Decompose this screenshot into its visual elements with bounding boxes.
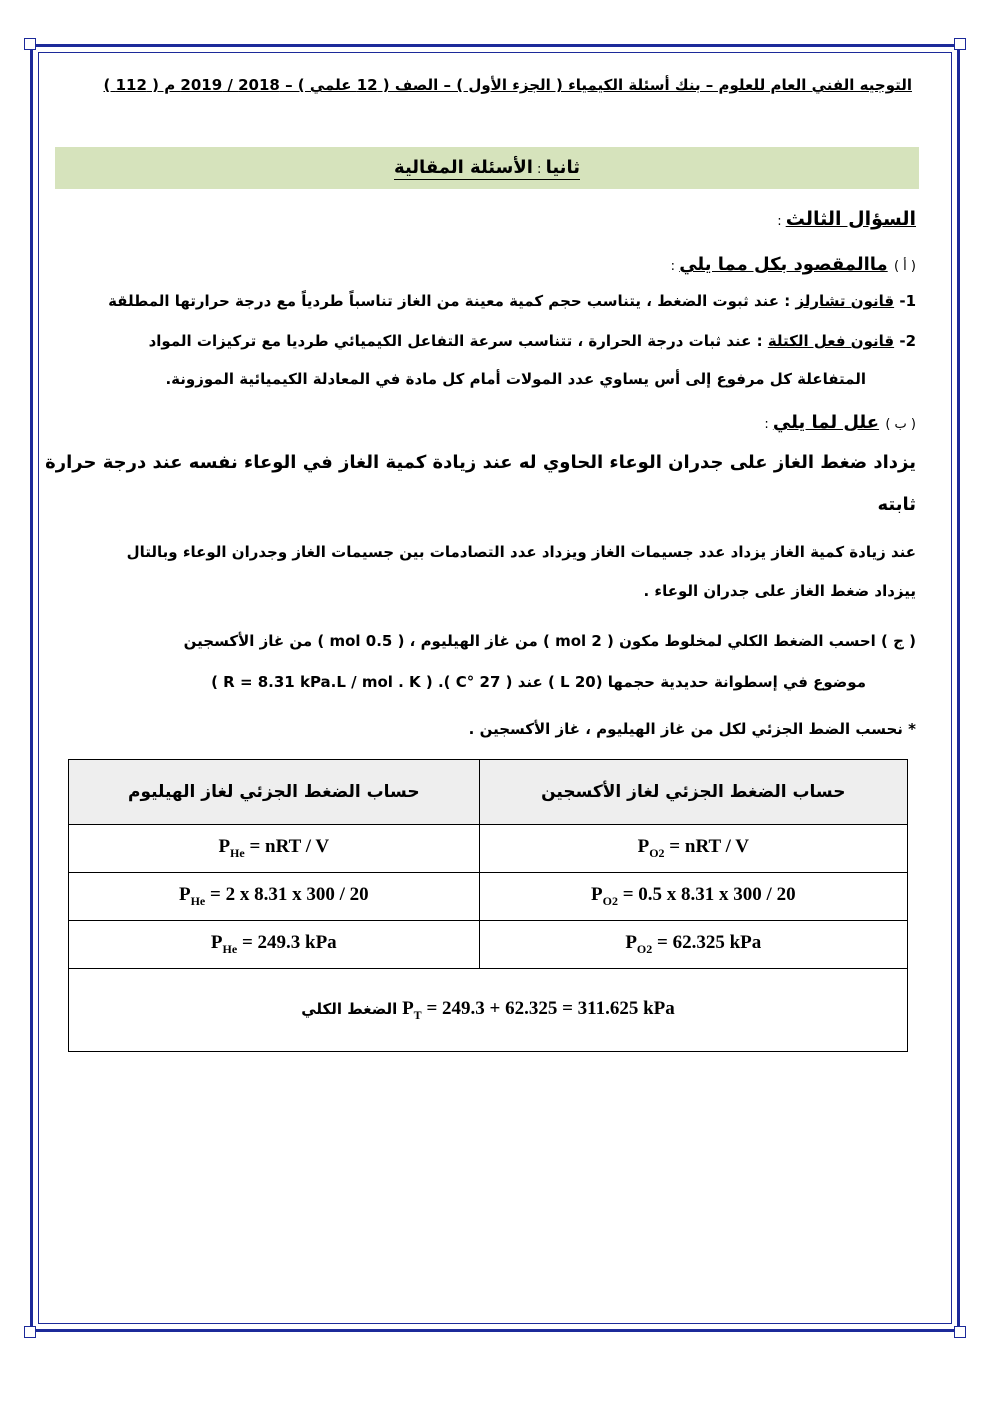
part-b-statement-line-2: ثابته: [877, 494, 916, 515]
part-c-text: احسب الضغط الكلي لمخلوط مكون ( 2 mol ) من غاز الهيليوم ، ( 0.5 mol ) من غاز الأكسجين: [183, 632, 876, 650]
part-b-marker: ( ب ): [885, 417, 916, 432]
part-b-heading: [764, 412, 916, 433]
item-term: قانون تشارلز: [795, 292, 895, 310]
section-title-prefix: ثانيا: [545, 157, 580, 178]
part-a-colon: :: [670, 259, 680, 274]
pressure-symbol: P: [218, 836, 231, 858]
pressure-subscript: He: [222, 941, 238, 956]
pressure-subscript: O2: [602, 893, 618, 908]
item-number: 1-: [899, 292, 916, 310]
total-pressure-label: الضغط الكلي: [301, 999, 398, 1018]
pressure-symbol: P: [178, 884, 191, 906]
part-b-answer-line-1: عند زيادة كمية الغاز يزداد عدد جسيمات الغاز ويزداد عدد التصادمات بين جسيمات الغاز وجدران الوعاء وبالتال: [126, 543, 916, 561]
part-a-item-2-continuation: المتفاعلة كل مرفوع إلى أس يساوي عدد المولات أمام كل مادة في المعادلة الكيميائية الموزونة.: [165, 370, 866, 388]
table-row: [69, 873, 908, 921]
helium-column-header: حساب الضغط الجزئي لغاز الهيليوم: [69, 760, 480, 825]
part-a-heading: [671, 254, 916, 275]
oxygen-column-header: حساب الضغط الجزئي لغاز الأكسجين: [479, 760, 907, 825]
part-c-line-1: [184, 632, 916, 650]
part-c-marker: ( ج ): [881, 632, 916, 650]
part-b-statement-line-1: يزداد ضغط الغاز على جدران الوعاء الحاوي له عند زيادة كمية الغاز في الوعاء نفسه عند درجة حرارة: [45, 452, 916, 473]
question-label: السؤال الثالث: [785, 208, 916, 230]
part-a-title: ماالمقصود بكل مما يلي: [679, 254, 888, 275]
oxygen-substitution-cell: [479, 873, 907, 921]
helium-result: = 249.3 kPa: [237, 932, 337, 954]
oxygen-substitution: = 0.5 x 8.31 x 300 / 20: [617, 884, 796, 906]
page-header: التوجيه الفني العام للعلوم – بنك أسئلة الكيمياء ( الجزء الأول ) – الصف ( 12 علمي ) – 2018 / 2019 م ( 112 ): [103, 76, 912, 94]
pressure-subscript: He: [230, 845, 245, 860]
helium-result-cell: [69, 921, 480, 969]
item-term: قانون فعل الكتلة: [767, 332, 895, 350]
part-c-note: * نحسب الضط الجزئي لكل من غاز الهيليوم ، غاز الأكسجين .: [468, 720, 916, 738]
part-b-colon: :: [764, 417, 773, 432]
pressure-symbol: P: [402, 997, 414, 1019]
pressure-subscript: O2: [636, 941, 653, 956]
oxygen-result: = 62.325 kPa: [652, 932, 762, 954]
helium-substitution: = 2 x 8.31 x 300 / 20: [205, 884, 369, 906]
question-colon: :: [777, 214, 786, 229]
section-bar: [55, 147, 919, 189]
question-heading: [777, 208, 916, 230]
oxygen-result-cell: [479, 921, 907, 969]
border-corner: [954, 1326, 966, 1338]
table-row: [69, 825, 908, 873]
pressure-subscript: T: [413, 1007, 422, 1022]
item-definition: : عند ثبات درجة الحرارة ، تتناسب سرعة التفاعل الكيميائي طرديا مع تركيزات المواد: [148, 332, 768, 350]
pressure-subscript: O2: [649, 845, 665, 860]
table-header-row: [69, 760, 908, 825]
table-total-row: [69, 969, 908, 1052]
oxygen-formula: = nRT / V: [664, 836, 749, 858]
helium-formula-cell: [69, 825, 480, 873]
pressure-symbol: P: [591, 884, 603, 906]
total-pressure-cell: [69, 969, 908, 1052]
pressure-symbol: P: [637, 836, 650, 858]
total-expression: [402, 997, 675, 1022]
border-corner: [24, 38, 36, 50]
total-calculation: = 249.3 + 62.325 = 311.625 kPa: [421, 997, 675, 1019]
part-a-marker: ( أ ): [893, 259, 916, 274]
part-b-title: علل لما يلي: [772, 412, 880, 433]
helium-formula: = nRT / V: [244, 836, 330, 858]
border-corner: [954, 38, 966, 50]
item-number: 2-: [899, 332, 916, 350]
part-b-answer-line-2: ييزداد ضغط الغاز على جدران الوعاء .: [643, 582, 916, 600]
section-title: [394, 157, 580, 180]
partial-pressure-table: [68, 759, 908, 1052]
oxygen-formula-cell: [479, 825, 907, 873]
section-title-sep: :: [532, 162, 546, 177]
section-title-main: الأسئلة المقالية: [394, 157, 533, 178]
table-row: [69, 921, 908, 969]
pressure-symbol: P: [625, 932, 637, 954]
part-c-line-2: موضوع في إسطوانة حديدية حجمها (20 L ) عند ( 27 °C ). ( R = 8.31 kPa.L / mol . K ): [211, 673, 866, 691]
helium-substitution-cell: [69, 873, 480, 921]
item-definition: : عند ثبوت الضغط ، يتناسب حجم كمية معينة من الغاز تناسباً طردياً مع درجة حرارتها المطلقة: [108, 292, 796, 310]
border-corner: [24, 1326, 36, 1338]
pressure-subscript: He: [190, 893, 206, 908]
part-a-item-2: [149, 332, 916, 350]
pressure-symbol: P: [210, 932, 223, 954]
part-a-item-1: [108, 292, 916, 310]
